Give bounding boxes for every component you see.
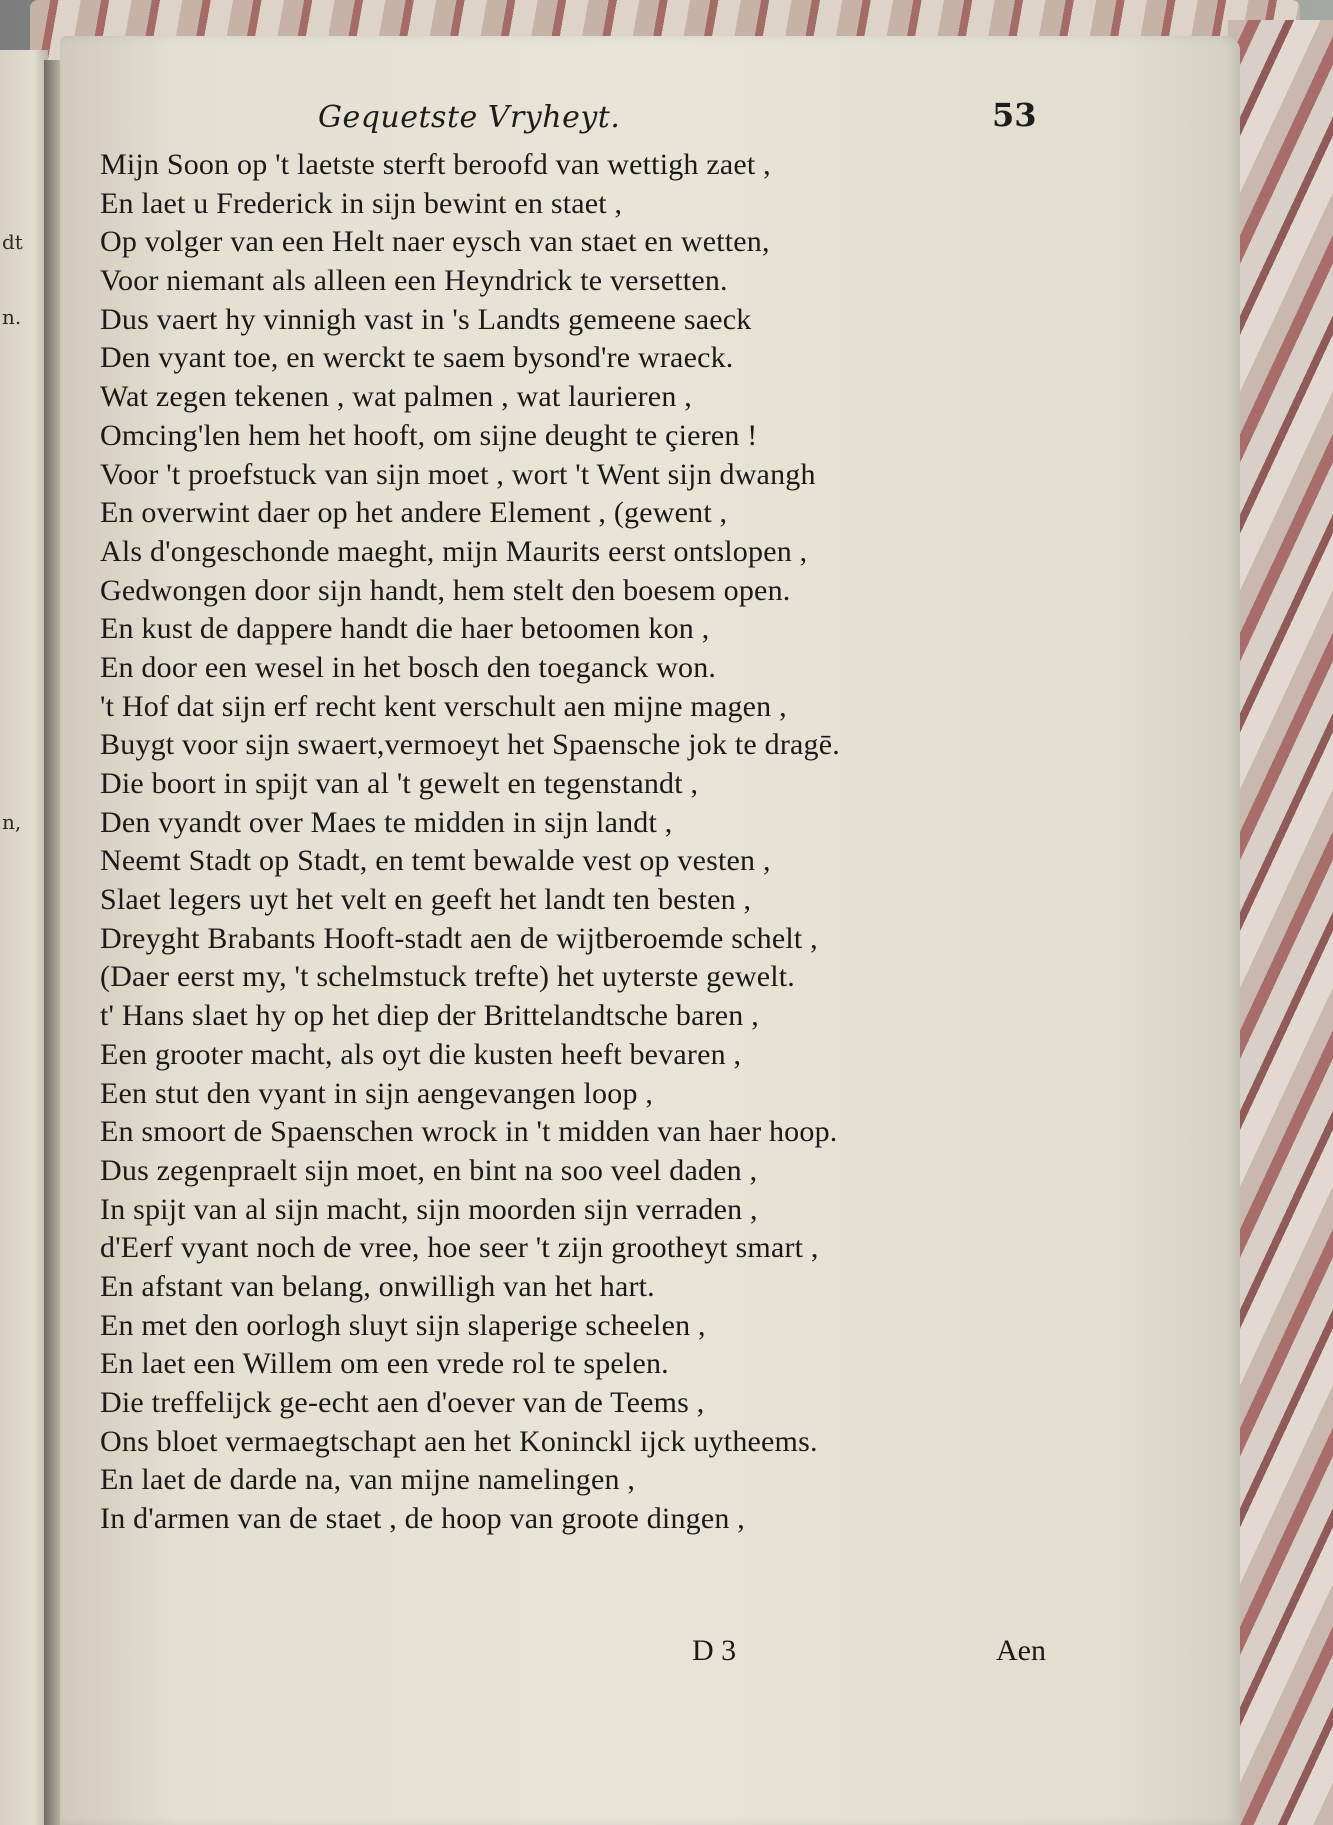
verse-line: In spijt van al sijn macht, sijn moorden sijn verraden , — [100, 1192, 758, 1226]
marbled-cover-edge — [1225, 20, 1333, 1825]
verse-line: En laet de darde na, van mijne namelingen , — [100, 1463, 636, 1497]
left-page-fragment: n, — [2, 810, 22, 834]
verse-line: En door een wesel in het bosch den toeganck won. — [100, 650, 717, 684]
verse-line: En laet een Willem om een vrede rol te spelen. — [100, 1347, 669, 1381]
verse-line: 't Hof dat sijn erf recht kent verschult aen mijne magen , — [100, 689, 787, 723]
verse-line: Dreyght Brabants Hooft-stadt aen de wijtberoemde schelt , — [100, 921, 818, 955]
verse-line: In d'armen van de staet , de hoop van groote dingen , — [100, 1502, 745, 1536]
left-page-fragment: dt — [2, 230, 23, 254]
signature-mark: D 3 — [692, 1634, 737, 1667]
verse-line: Op volger van een Helt naer eysch van staet en wetten, — [100, 225, 770, 259]
verse-line: Mijn Soon op 't laetste sterft beroofd van wettigh zaet , — [100, 148, 771, 181]
verse-line: t' Hans slaet hy op het diep der Brittelandtsche baren , — [100, 999, 759, 1033]
verse-line: Gedwongen door sijn handt, hem stelt den boesem open. — [100, 573, 791, 607]
catchword: Aen — [996, 1634, 1046, 1667]
verse-line: En smoort de Spaenschen wrock in 't midden van haer hoop. — [100, 1115, 838, 1149]
verse-block — [100, 146, 1110, 1539]
left-page-edge — [0, 50, 48, 1825]
left-page-fragment: n. — [2, 305, 22, 329]
verse-line: Dus zegenpraelt sijn moet, en bint na soo veel daden , — [100, 1153, 758, 1187]
verse-line: Die treffelijck ge-echt aen d'oever van de Teems , — [100, 1386, 705, 1419]
verse-line: En overwint daer op het andere Element , (gewent , — [100, 496, 728, 530]
verse-line: Een stut den vyant in sijn aengevangen loop , — [100, 1076, 654, 1110]
verse-line: Voor niemant als alleen een Heyndrick te versetten. — [100, 264, 728, 298]
running-head: Gequetste Vryheyt. — [318, 100, 621, 135]
verse-line: Neemt Stadt op Stadt, en temt bewalde vest op vesten , — [100, 844, 771, 878]
verse-line: Die boort in spijt van al 't gewelt en tegenstandt , — [100, 767, 699, 800]
verse-line: Als d'ongeschonde maeght, mijn Maurits eerst ontslopen , — [100, 534, 808, 568]
verse-line: Den vyant toe, en werckt te saem bysond're wraeck. — [100, 341, 734, 375]
page-number: 53 — [992, 96, 1037, 134]
verse-line: (Daer eerst my, 't schelmstuck trefte) het uyterste gewelt. — [100, 960, 795, 994]
verse-line: Omcing'len hem het hooft, om sijne deught te çieren ! — [100, 418, 758, 452]
verse-line: En met den oorlogh sluyt sijn slaperige scheelen , — [100, 1308, 706, 1342]
verse-line: d'Eerf vyant noch de vree, hoe seer 't zijn grootheyt smart , — [100, 1231, 819, 1265]
verse-line: Dus vaert hy vinnigh vast in 's Landts gemeene saeck — [100, 302, 752, 336]
verse-line: En kust de dappere handt die haer betoomen kon , — [100, 612, 710, 646]
verse-line: Wat zegen tekenen , wat palmen , wat laurieren , — [100, 380, 692, 414]
verse-line: En afstant van belang, onwilligh van het hart. — [100, 1269, 655, 1303]
verse-line: Voor 't proefstuck van sijn moet , wort 't Went sijn dwangh — [100, 457, 816, 491]
verse-line: Den vyandt over Maes te midden in sijn landt , — [100, 805, 673, 839]
verse-line: Ons bloet vermaegtschapt aen het Koninckl ijck uytheems. — [100, 1424, 818, 1458]
verse-line: Buygt voor sijn swaert,vermoeyt het Spaensche jok te dragē. — [100, 728, 840, 762]
verse-line: En laet u Frederick in sijn bewint en staet , — [100, 186, 623, 220]
verse-line: Een grooter macht, als oyt die kusten heeft bevaren , — [100, 1037, 742, 1071]
verse-line: Slaet legers uyt het velt en geeft het landt ten besten , — [100, 883, 752, 917]
